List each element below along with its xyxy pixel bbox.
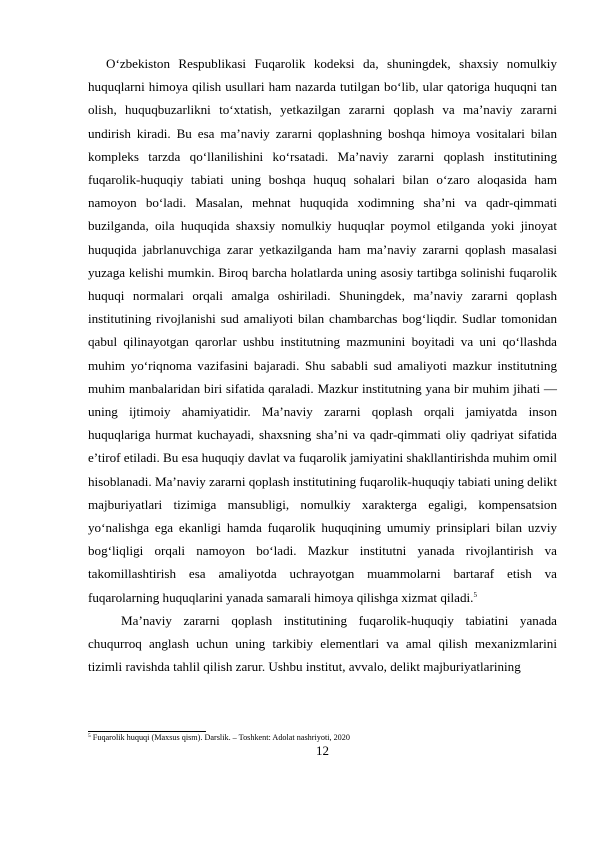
footnote-number: 5 xyxy=(88,733,91,739)
footnote-text: Fuqarolik huquqi (Maxsus qism). Darslik. – Toshkent: Adolat nashriyoti, 2020 xyxy=(92,733,350,742)
footnote-separator xyxy=(88,731,206,732)
paragraph-1-text: O‘zbekiston Respublikasi Fuqarolik kodeksi da, shuningdek, shaxsiy nomulkiy huquqlarni himoya qilish usullari ham nazarda tutilgan bo‘lib, ular qatoriga huquqni tan olish, huquqbuzarlikni to‘xtatish, yetkazilgan zararni qoplash va ma’naviy zararni undirish kiradi. Bu esa ma’naviy zararni qoplashning boshqa himoya vositalari bilan kompleks tarzda qo‘llanilishini ko‘rsatadi. Ma’naviy zararni qoplash institutining fuqarolik-huquqiy tabiati uning boshqa huquq sohalari bilan o‘zaro aloqasida ham namoyon bo‘ladi. Masalan, mehnat huquqida xodimning sha’ni va qadr-qimmati buzilganda, oila huquqida shaxsiy nomulkiy huquqlar poymol etilganda yoki jinoyat huquqida jabrlanuvchiga zarar yetkazilganda ham ma’naviy zararni qoplash masalasi yuzaga kelishi mumkin. Biroq barcha holatlarda uning asosiy tartibga solinishi fuqarolik huquqi normalari orqali amalga oshiriladi. Shuningdek, ma’naviy zararni qoplash institutining rivojlanishi sud amaliyoti bilan chambarchas bog‘liqdir. Sudlar tomonidan qabul qilinayotgan qarorlar ushbu institutning mazmunini boyitadi va uni qo‘llashda muhim yo‘riqnoma vazifasini bajaradi. Shu sababli sud amaliyoti mazkur institutning muhim manbalaridan biri sifatida qaraladi. Mazkur institutning yana bir muhim jihati — uning ijtimoiy ahamiyatidir. Ma’naviy zararni qoplash orqali jamiyatda inson huquqlariga hurmat kuchayadi, shaxsning sha’ni va qadr-qimmati oliy qadriyat sifatida e’tirof etiladi. Bu esa huquqiy davlat va fuqarolik jamiyatini shakllantirishda muhim omil hisoblanadi. Ma’naviy zararni qoplash institutining fuqarolik-huquqiy tabiati uning delikt majburiyatlari tizimiga mansubligi, nomulkiy xarakterga egaligi, kompensatsion yo‘nalishga ega ekanligi hamda fuqarolik huquqining umumiy prinsiplari bilan uzviy bog‘liqligi orqali namoyon bo‘ladi. Mazkur institutni yanada rivojlantirish va takomillashtirish esa amaliyotda uchrayotgan muammolarni bartaraf etish va fuqarolarning huquqlarini yanada samarali himoya qilishga xizmat qiladi. xyxy=(88,56,557,605)
paragraph-1 xyxy=(88,52,557,609)
page-number: 12 xyxy=(316,743,329,758)
footnote-reference[interactable]: 5 xyxy=(473,590,477,599)
footnote xyxy=(88,733,557,743)
body-text xyxy=(88,52,557,678)
paragraph-2: Ma’naviy zararni qoplash institutining fuqarolik-huquqiy tabiatini yanada chuqurroq anglash uchun uning tarkibiy elementlari va amal qilish mexanizmlarini tizimli ravishda tahlil qilish zarur. Ushbu institut, avvalo, delikt majburiyatlarining xyxy=(88,612,557,675)
